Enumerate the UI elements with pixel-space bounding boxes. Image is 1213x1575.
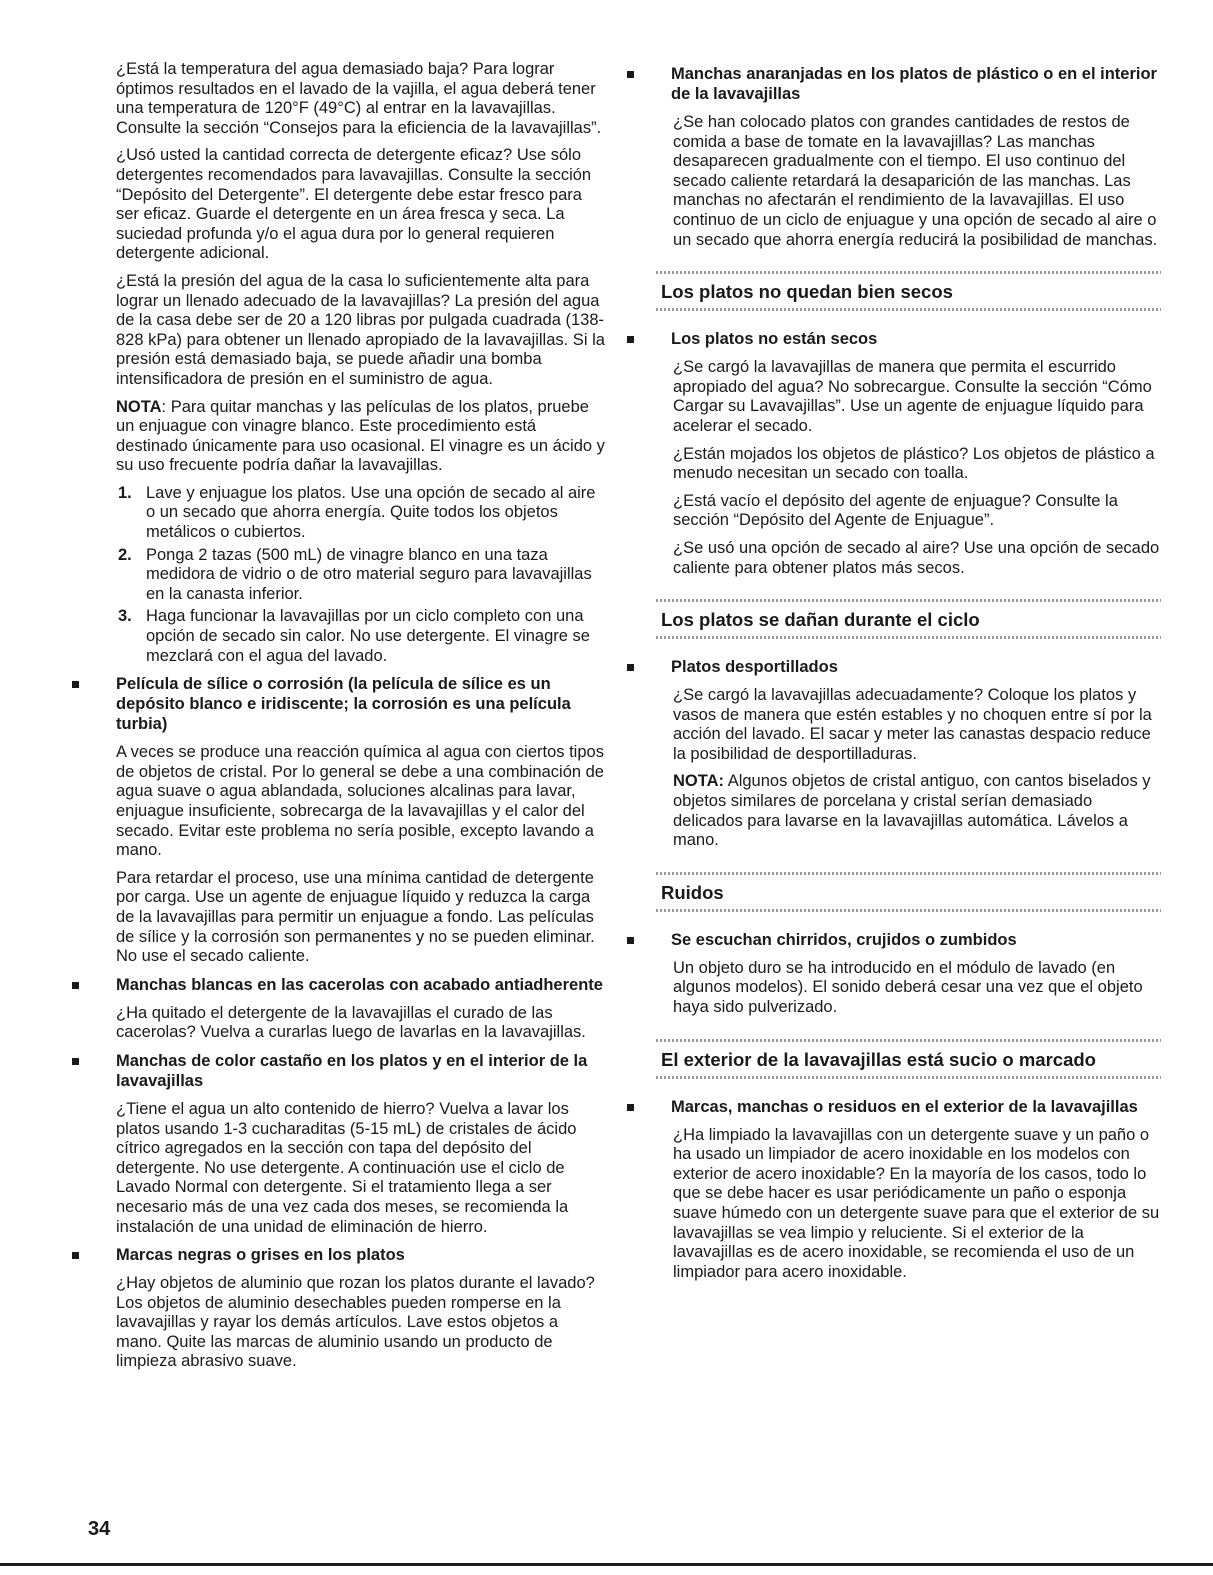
bullet-square-icon [72,1252,79,1259]
step-item [116,484,606,543]
right-column [661,60,1161,1290]
step-text: Haga funcionar la lavavajillas por un ciclo completo con una opción de secado sin calor. No use detergente. El vinagre se mezclará con el agua del lavado. [146,607,590,665]
bullet-paragraph: ¿Se han colocado platos con grandes cantidades de restos de comida a base de tomate en la lavavajillas? Las manchas desaparecen gradualmente con el tiempo. El uso continuo del secado caliente retardará la desaparición de las manchas. Las manchas no afectarán el rendimiento de la lavavajillas. El uso continuo de un ciclo de enjuague y una opción de secado al aire o un secado que ahorra energía reducirá la posibilidad de manchas. [673,113,1158,249]
step-number: 3. [118,607,132,626]
dotted-divider [656,308,1161,311]
note-label: NOTA: [673,772,725,791]
noises-body [673,959,1161,1018]
section-title: Los platos no quedan bien secos [661,281,953,303]
bullet-square-icon [627,71,634,78]
silica-film-body [116,743,606,967]
dotted-divider [656,599,1161,602]
bullet-title: Manchas de color castaño en los platos y en el interior de la lavavajillas [116,1051,588,1090]
black-marks-heading [116,1245,606,1265]
bullet-square-icon [627,664,634,671]
step-item [116,607,606,666]
dotted-divider [656,909,1161,912]
water-pressure-paragraph: ¿Está la presión del agua de la casa lo suficientemente alta para lograr un llenado adecuado de la lavavajillas? La presión del agua de la casa debe ser de 20 a 120 libras por pulgada cuadrada (138-828 kPa) para obtener un llenado apropiado de la lavavajillas. Si la presión está demasiado baja, se puede añadir una bomba intensificadora de presión en el suministro de agua. [116,271,605,388]
chipped-note [673,772,1161,850]
left-column [116,60,606,1380]
section-noises [656,865,1161,918]
step-item [116,546,606,605]
page-number: 34 [88,1518,111,1540]
bullet-square-icon [72,982,79,989]
dotted-divider [656,271,1161,274]
detergent-paragraph: ¿Usó usted la cantidad correcta de detergente eficaz? Use sólo detergentes recomendados para lavavajillas. Consulte la sección “Depósito del Detergente”. El detergente debe estar fresco para ser eficaz. Guarde el detergente en un área fresca y seca. La suciedad profunda y/o el agua dura por lo general requieren detergente adicional. [116,146,592,263]
bullet-paragraph: ¿Ha quitado el detergente de la lavavajillas el curado de las cacerolas? Vuelva a curarlas luego de lavarlas en la lavavajillas. [116,1003,586,1042]
dotted-divider [656,1076,1161,1079]
bullet-square-icon [627,1104,634,1111]
exterior-marks-body [673,1126,1161,1283]
step-number: 2. [118,545,132,564]
section-dishes-damaged [656,592,1161,645]
silica-film-heading [116,674,606,734]
bullet-paragraph: Un objeto duro se ha introducido en el módulo de lavado (en algunos modelos). El sonido deberá cesar una vez que el objeto haya sido pulverizado. [673,958,1143,1017]
bullet-paragraph: A veces se produce una reacción química al agua con ciertos tipos de objetos de cristal. Por lo general se debe a una combinación de agua suave o agua ablandada, soluciones alcalinas para lavar, enjuague insuficiente, sobrecarga de la lavavajillas y el calor del secado. Evitar este problema no sería posible, excepto lavando a mano. [116,743,604,860]
bullet-square-icon [72,1058,79,1065]
vinegar-steps-list [116,484,606,666]
water-temperature-paragraph: ¿Está la temperatura del agua demasiado baja? Para lograr óptimos resultados en el lavado de la vajilla, el agua deberá tener una temperatura de 120°F (49°C) al entrar en la lavavajillas. Consulte la sección “Consejos para la eficiencia de la lavavajillas”. [116,60,602,137]
step-number: 1. [118,483,132,502]
section-title: El exterior de la lavavajillas está sucio o marcado [661,1048,1096,1070]
white-spots-heading [116,975,606,995]
bullet-title: Marcas negras o grises en los platos [116,1246,405,1265]
dishes-not-dry-body [673,358,1161,578]
dotted-divider [656,636,1161,639]
bullet-title: Manchas anaranjadas en los platos de plástico o en el interior de la lavavajillas [671,65,1157,103]
note-label: NOTA [116,397,162,416]
black-marks-body [116,1274,606,1372]
chipped-dishes-body [673,686,1161,851]
step-text: Lave y enjuague los platos. Use una opción de secado al aire o un secado que ahorra energía. Quite todos los objetos metálicos o cubiertos. [146,483,596,542]
section-title: Los platos se dañan durante el ciclo [661,609,980,631]
bullet-paragraph: ¿Tiene el agua un alto contenido de hierro? Vuelva a lavar los platos usando 1-3 cucharaditas (5-15 mL) de cristales de ácido cítrico agregados en la sección con tapa del depósito del detergente. No use detergente. A continuación use el ciclo de Lavado Normal con detergente. Si el tratamiento llega a ser necesario más de una vez cada dos meses, se recomienda la instalación de una unidad de eliminación de hierro. [116,1099,577,1236]
bullet-paragraph: ¿Está vacío el depósito del agente de enjuague? Consulte la sección “Depósito del Agente de Enjuague”. [673,491,1118,530]
dotted-divider [656,872,1161,875]
bullet-title: Marcas, manchas o residuos en el exterior de la lavavajillas [671,1097,1138,1116]
brown-stains-heading [116,1051,606,1091]
note-text: Algunos objetos de cristal antiguo, con cantos biselados y objetos similares de porcelana y cristal serían demasiado delicados para lavarse en la lavavajillas automática. Lávelos a mano. [673,772,1151,850]
bullet-title: Se escuchan chirridos, crujidos o zumbidos [671,930,1017,949]
bullet-square-icon [627,937,634,944]
bullet-title: Manchas blancas en las cacerolas con acabado antiadherente [116,975,603,994]
bullet-paragraph: ¿Hay objetos de aluminio que rozan los platos durante el lavado? Los objetos de aluminio desechables pueden romperse en la lavavajillas y rayar los demás artículos. Lave estos objetos a mano. Quite las marcas de aluminio usando un producto de limpieza abrasivo suave. [116,1274,595,1371]
bullet-title: Platos desportillados [671,658,838,677]
section-dishes-not-dry [656,264,1161,317]
bullet-square-icon [627,336,634,343]
bullet-paragraph: ¿Se usó una opción de secado al aire? Use una opción de secado caliente para obtener platos más secos. [673,538,1160,577]
bullet-paragraph: ¿Están mojados los objetos de plástico? Los objetos de plástico a menudo necesitan un secado con toalla. [673,444,1155,483]
note-text: : Para quitar manchas y las películas de los platos, pruebe un enjuague con vinagre blanco. Este procedimiento está destinado únicamente para uso ocasional. El vinagre es un ácido y su uso frecuente podría dañar la lavavajillas. [116,397,605,475]
footer-divider [0,1563,1213,1566]
noises-heading [671,930,1161,950]
white-spots-body [116,1004,606,1043]
section-title: Ruidos [661,881,724,903]
orange-stains-heading [671,64,1161,104]
bullet-paragraph: ¿Se cargó la lavavajillas de manera que permita el escurrido apropiado del agua? No sobrecargue. Consulte la sección “Cómo Cargar su Lavavajillas”. Use un agente de enjuague líquido para acelerar el secado. [673,358,1152,435]
orange-stains-body [673,113,1161,250]
section-dirty-exterior [656,1032,1161,1085]
bullet-paragraph: Para retardar el proceso, use una mínima cantidad de detergente por carga. Use un agente de enjuague líquido y reduzca la carga de la lavavajillas para permitir un enjuague a fondo. Las películas de sílice y la corrosión son permanentes y no se pueden eliminar. No use el secado caliente. [116,868,595,966]
exterior-marks-heading [671,1097,1161,1117]
chipped-dishes-heading [671,657,1161,677]
bullet-square-icon [72,681,79,688]
step-text: Ponga 2 tazas (500 mL) de vinagre blanco en una taza medidora de vidrio o de otro material seguro para lavavajillas en la canasta inferior. [146,545,592,603]
brown-stains-body [116,1100,606,1237]
bullet-title: Película de sílice o corrosión (la película de sílice es un depósito blanco e iridiscente; la corrosión es una película turbia) [116,675,571,734]
bullet-paragraph: ¿Se cargó la lavavajillas adecuadamente? Coloque los platos y vasos de manera que estén estables y no choquen entre sí por la acción del lavado. El sacar y meter las canastas despacio reduce la posibilidad de desportilladuras. [673,686,1152,763]
vinegar-note [116,398,606,476]
bullet-paragraph: ¿Ha limpiado la lavavajillas con un detergente suave y un paño o ha usado un limpiador de acero inoxidable en los modelos con exterior de acero inoxidable? En la mayoría de los casos, todo lo que se debe hacer es usar periódicamente un paño o esponja suave húmedo con un detergente suave para que el exterior de su lavavajillas se vea limpio y reluciente. Si el exterior de la lavavajillas es de acero inoxidable, se recomienda el uso de un limpiador para acero inoxidable. [673,1125,1160,1281]
dotted-divider [656,1039,1161,1042]
bullet-title: Los platos no están secos [671,330,878,349]
dishes-not-dry-heading [671,329,1161,349]
